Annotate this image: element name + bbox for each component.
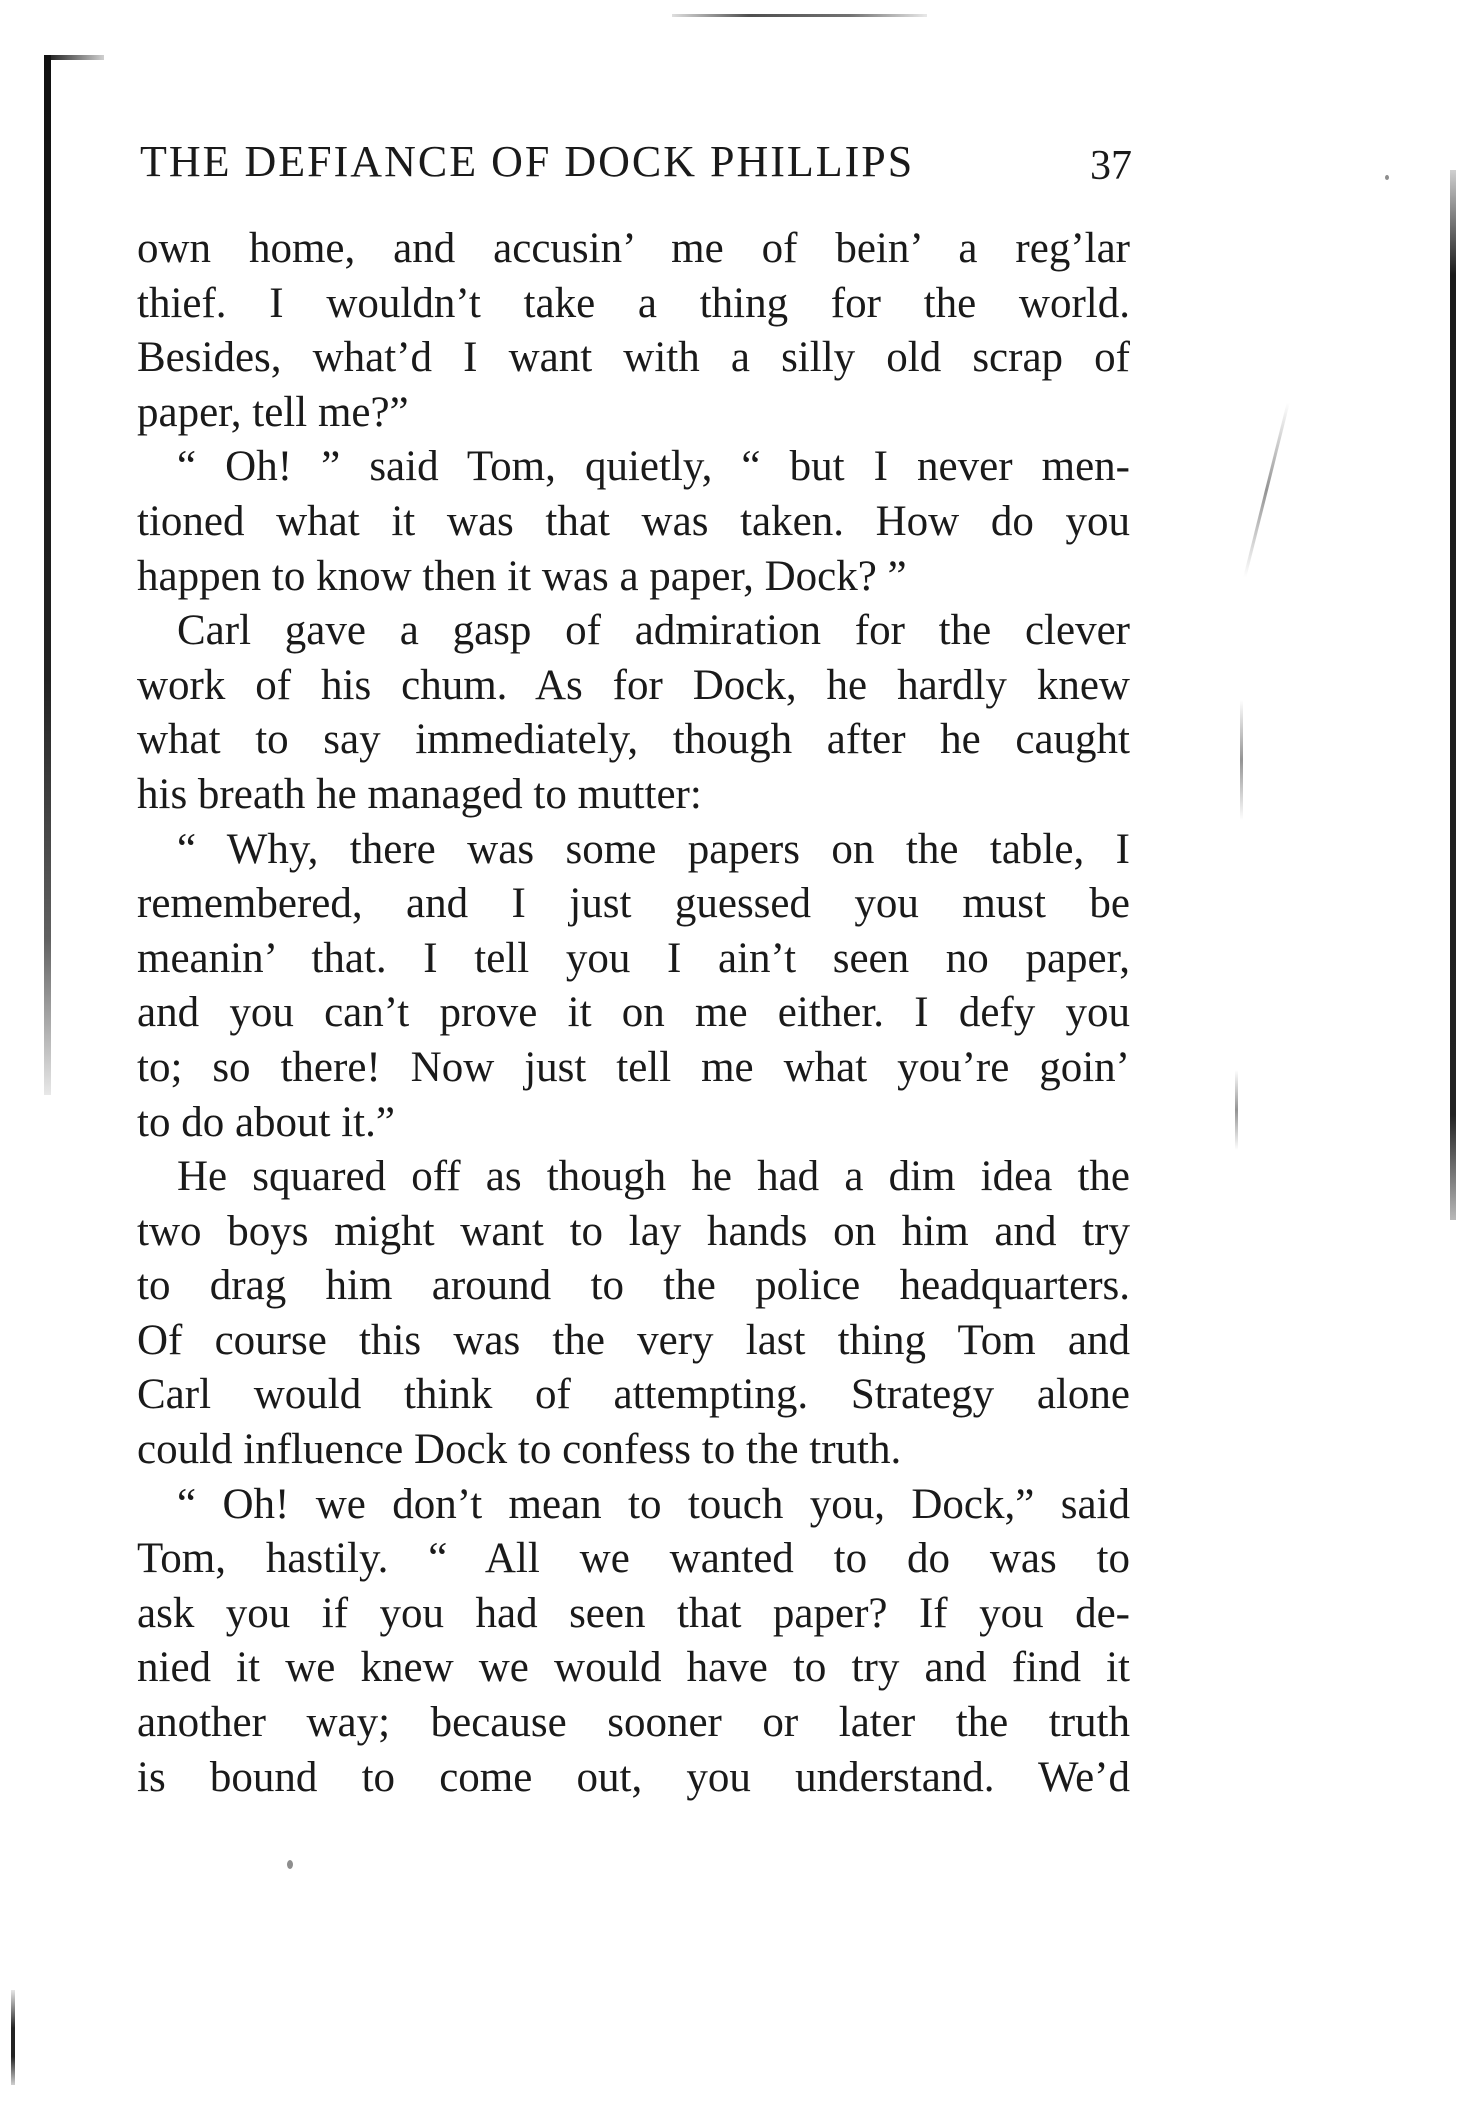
scan-speck [287, 1860, 293, 1869]
paragraph [137, 1478, 1130, 1806]
paragraph [137, 222, 1130, 440]
text-line: Of course this was the very last thing Tom and [137, 1316, 1130, 1364]
text-line: is bound to come out, you understand. We’d [137, 1753, 1130, 1801]
text-line: “ Why, there was some papers on the table, I [177, 825, 1130, 873]
paragraph [137, 440, 1130, 604]
text-line: what to say immediately, though after he caught [137, 716, 1130, 764]
text-line: to do about it.” [137, 1098, 395, 1146]
text-line: meanin’ that. I tell you I ain’t seen no paper, [137, 934, 1130, 982]
paragraph [137, 823, 1130, 1151]
text-line: work of his chum. As for Dock, he hardly knew [137, 661, 1130, 709]
scan-left-border-hook [44, 55, 104, 60]
running-head-title: THE DEFIANCE OF DOCK PHILLIPS [140, 137, 915, 186]
text-line: Besides, what’d I want with a silly old scrap of [137, 334, 1130, 382]
running-head [140, 132, 1140, 192]
text-line: another way; because sooner or later the truth [137, 1699, 1130, 1747]
text-line: paper, tell me?” [137, 388, 409, 436]
paragraph [137, 1150, 1130, 1478]
scan-speck [1385, 175, 1389, 180]
text-line: “ Oh! ” said Tom, quietly, “ but I never men- [177, 443, 1130, 491]
text-line: and you can’t prove it on me either. I defy you [137, 989, 1130, 1037]
scan-streak [1235, 1070, 1238, 1150]
page-number: 37 [1090, 143, 1132, 189]
text-line: could influence Dock to confess to the truth. [137, 1426, 902, 1474]
text-line: his breath he managed to mutter: [137, 770, 702, 818]
scan-streak [1243, 402, 1289, 577]
paragraph [137, 604, 1130, 822]
text-line: Carl would think of attempting. Strategy alone [137, 1371, 1130, 1419]
text-line: own home, and accusin’ me of bein’ a reg’lar [137, 225, 1130, 272]
text-line: “ Oh! we don’t mean to touch you, Dock,” said [177, 1480, 1130, 1528]
text-line: to; so there! Now just tell me what you’re goin’ [137, 1043, 1130, 1091]
text-line: nied it we knew we would have to try and find it [137, 1644, 1130, 1692]
text-line: He squared off as though he had a dim idea the [177, 1153, 1130, 1201]
text-line: ask you if you had seen that paper? If you de- [137, 1589, 1130, 1637]
scan-right-border [1450, 170, 1456, 1220]
text-line: happen to know then it was a paper, Dock? ” [137, 552, 907, 600]
text-line: Carl gave a gasp of admiration for the clever [177, 607, 1130, 655]
scan-left-border [44, 55, 51, 1095]
text-line: thief. I wouldn’t take a thing for the world. [137, 279, 1130, 327]
text-line: tioned what it was that was taken. How do you [137, 497, 1130, 545]
scan-streak [1240, 700, 1243, 820]
text-line: remembered, and I just guessed you must be [137, 880, 1130, 928]
scan-top-mark [672, 14, 927, 17]
text-line: to drag him around to the police headquarters. [137, 1262, 1130, 1310]
text-line: Tom, hastily. “ All we wanted to do was to [137, 1535, 1130, 1583]
body-text [137, 222, 1130, 1805]
scan-left-mark-bottom [11, 1990, 15, 2085]
text-line: two boys might want to lay hands on him and try [137, 1207, 1130, 1255]
